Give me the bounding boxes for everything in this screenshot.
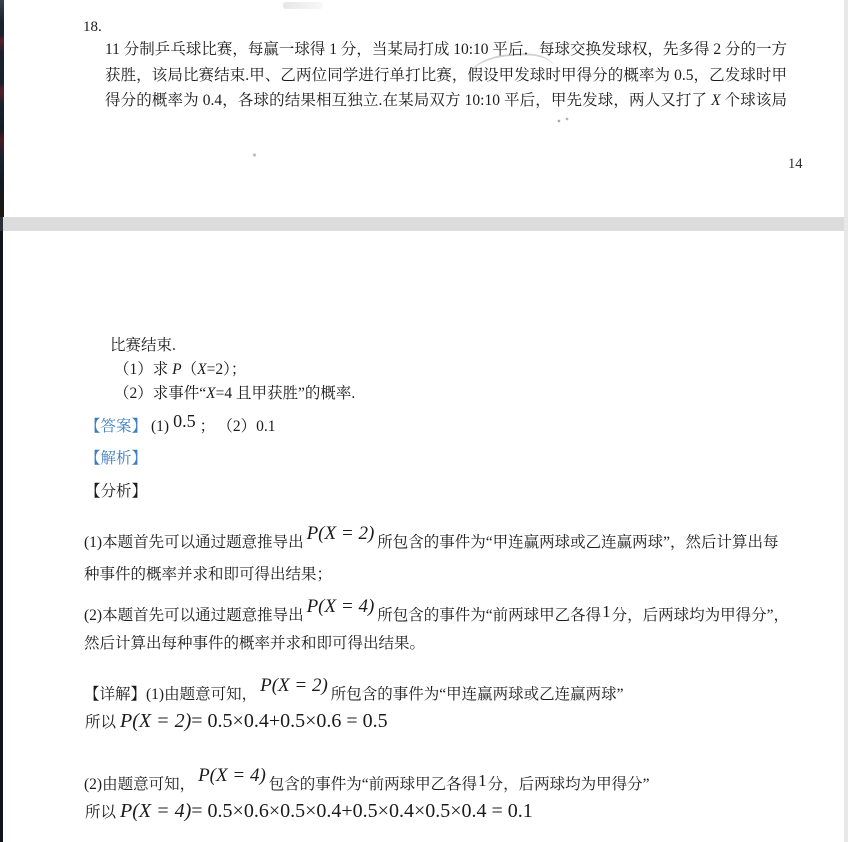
analysis-paragraph-1-line-2: 种事件的概率并求和即可得出结果； [84, 566, 333, 583]
formula-p-x-2: P(X = 2) [120, 710, 192, 732]
equation-1: 所以 P(X = 2)= 0.5×0.4+0.5×0.6 = 0.5 [85, 710, 388, 732]
formula-p-x-2: P(X = 2) [260, 675, 328, 696]
problem-line-3: 得分的概率为 0.4，各球的结果相互独立.在某局双方 10:10 平后，甲先发球，两人又打了 X 个球该局 [105, 92, 787, 109]
page2-left-edge [0, 231, 3, 842]
question-1: （1）求 P（X=2）； [114, 361, 247, 378]
formula-p-x-2: P(X = 2) [306, 523, 375, 544]
problem-line-1: 11 分制乒乓球比赛，每赢一球得 1 分，当某局打成 10:10 平后．每球交换发球权，先多得 2 分的一方 [105, 41, 787, 58]
variable-x: X [711, 92, 721, 109]
answer-value-1: 0.5 [173, 411, 196, 431]
variable-x: X [206, 385, 216, 402]
problem-number: 18. [83, 19, 102, 35]
analysis-section-label: 【解析】 [85, 450, 148, 467]
problem-line-2: 获胜，该局比赛结束.甲、乙两位同学进行单打比赛，假设甲发球时甲得分的概率为 0.5，乙发球时甲 [105, 67, 787, 84]
page-gap [0, 217, 848, 231]
detail-line-1: 【详解】(1)由题意可知， P(X = 2) 所包含的事件为“甲连赢两球或乙连赢两球” [84, 675, 624, 703]
gap-left-edge [0, 217, 3, 231]
answer-label: 【答案】 [85, 418, 148, 435]
formula-p-x-4: P(X = 4) [198, 765, 266, 786]
scan-artifact [283, 2, 323, 9]
equation-1-result: = 0.5×0.4+0.5×0.6 = 0.5 [191, 710, 388, 732]
detail-label: 【详解】 [84, 686, 147, 703]
answer-value-2: （2）0.1 [225, 418, 276, 435]
scan-artifact [252, 153, 257, 157]
problem-continuation: 比赛结束. [110, 337, 176, 354]
page-right-edge [844, 0, 848, 842]
analysis-paragraph-2-line-1: (2)本题首先可以通过题意推导出 P(X = 4) 所包含的事件为“前两球甲乙各得1分，后两球均为甲得分”， [84, 596, 790, 624]
variable-x: X [197, 361, 207, 378]
equation-2-result: = 0.5×0.6×0.5×0.4+0.5×0.4×0.5×0.4 = 0.1 [191, 800, 533, 822]
question-2: （2）求事件“X=4 且甲获胜”的概率. [114, 385, 356, 402]
fenxi-section-label: 【分析】 [85, 483, 148, 500]
detail-line-2: (2)由题意可知， P(X = 4) 包含的事件为“前两球甲乙各得1分，后两球均为甲得分” [84, 765, 650, 793]
scan-artifact [556, 117, 570, 123]
variable-p: P [172, 361, 182, 378]
page1-left-edge [0, 0, 4, 217]
formula-p-x-4: P(X = 4) [306, 596, 375, 617]
page-number: 14 [788, 156, 803, 172]
formula-p-x-4: P(X = 4) [120, 800, 192, 822]
analysis-paragraph-1-line-1: (1)本题首先可以通过题意推导出 P(X = 2) 所包含的事件为“甲连赢两球或乙连赢两球”，然后计算出每 [84, 523, 779, 551]
analysis-paragraph-2-line-2: 然后计算出每种事件的概率并求和即可得出结果。 [84, 635, 426, 652]
answer-line: 【答案】 (1) 0.5 ； （2）0.1 [85, 411, 276, 435]
equation-2: 所以 P(X = 4)= 0.5×0.6×0.5×0.4+0.5×0.4×0.5×0.4 = 0.1 [85, 800, 533, 822]
